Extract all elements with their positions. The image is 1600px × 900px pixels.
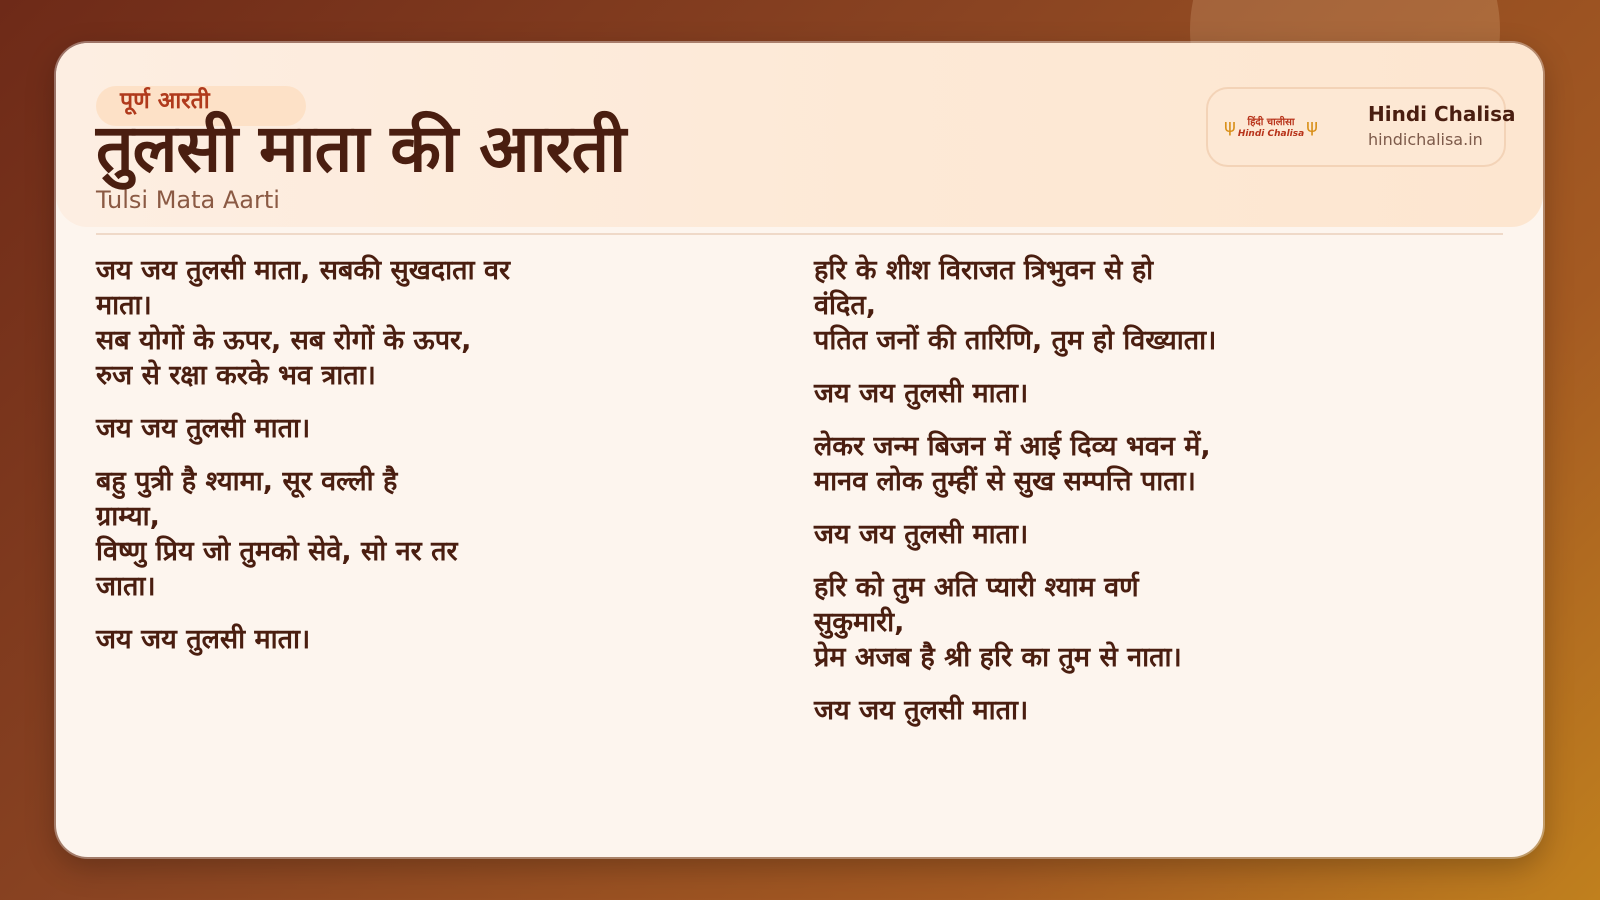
lyrics-stanza: [814, 429, 1294, 499]
lyrics-line: ग्राम्या,: [96, 501, 160, 532]
lyrics-line: जय जय तुलसी माता, सबकी सुखदाता वर: [96, 255, 511, 286]
page-subtitle: Tulsi Mata Aarti: [96, 186, 280, 214]
aarti-card: [56, 43, 1543, 857]
brand-name: Hindi Chalisa: [1368, 102, 1516, 126]
lyrics-line: हरि को तुम अति प्यारी श्याम वर्ण: [814, 572, 1139, 603]
lyrics-line: सब योगों के ऊपर, सब रोगों के ऊपर,: [96, 325, 472, 356]
lyrics-stanza: [814, 376, 1294, 411]
lyrics-line: जय जय तुलसी माता।: [814, 695, 1029, 726]
lyrics-line: लेकर जन्म बिजन में आई दिव्य भवन में,: [814, 431, 1211, 462]
lyrics-line: सुकुमारी,: [814, 607, 905, 638]
trident-icon: ψ: [1306, 116, 1318, 137]
lyrics-line: जय जय तुलसी माता।: [814, 519, 1029, 550]
header-divider: [96, 233, 1503, 235]
card-header: [56, 43, 1543, 227]
page-title: तुलसी माता की आरती: [96, 110, 626, 187]
lyrics-line: पतित जनों की तारिणि, तुम हो विख्याता।: [814, 325, 1217, 356]
lyrics-line: जय जय तुलसी माता।: [96, 624, 311, 655]
lyrics-line: वंदित,: [814, 290, 876, 321]
lyrics-line: रुज से रक्षा करके भव त्राता।: [96, 360, 376, 391]
lyrics-line: मानव लोक तुम्हीं से सुख सम्पत्ति पाता।: [814, 466, 1196, 497]
lyrics-line: हरि के शीश विराजत त्रिभुवन से हो: [814, 255, 1154, 286]
lyrics-column-right: [814, 253, 1294, 746]
category-badge-label: पूर्ण आरती: [120, 88, 210, 114]
brand-logo-hindi: हिंदी चालीसा: [1247, 116, 1295, 128]
brand-logo-english: Hindi Chalisa: [1237, 128, 1305, 139]
lyrics-stanza: [96, 464, 576, 604]
lyrics-stanza: [814, 570, 1294, 675]
trident-icon: ψ: [1224, 116, 1236, 137]
lyrics-stanza: [814, 517, 1294, 552]
brand-logo: [1224, 113, 1318, 143]
lyrics-column-left: [96, 253, 576, 675]
lyrics-line: बहु पुत्री है श्यामा, सूर वल्ली है: [96, 466, 398, 497]
lyrics-line: विष्णु प्रिय जो तुमको सेवे, सो नर तर: [96, 536, 458, 567]
lyrics-line: माता।: [96, 290, 152, 321]
lyrics-line: प्रेम अजब है श्री हरि का तुम से नाता।: [814, 642, 1182, 673]
lyrics-stanza: [96, 253, 576, 393]
lyrics-stanza: [96, 411, 576, 446]
lyrics-line: जय जय तुलसी माता।: [814, 378, 1029, 409]
lyrics-stanza: [814, 253, 1294, 358]
brand-badge[interactable]: [1206, 87, 1516, 167]
lyrics-stanza: [814, 693, 1294, 728]
lyrics-line: जाता।: [96, 571, 156, 602]
lyrics-stanza: [96, 622, 576, 657]
lyrics-line: जय जय तुलसी माता।: [96, 413, 311, 444]
brand-url[interactable]: hindichalisa.in: [1368, 130, 1483, 149]
